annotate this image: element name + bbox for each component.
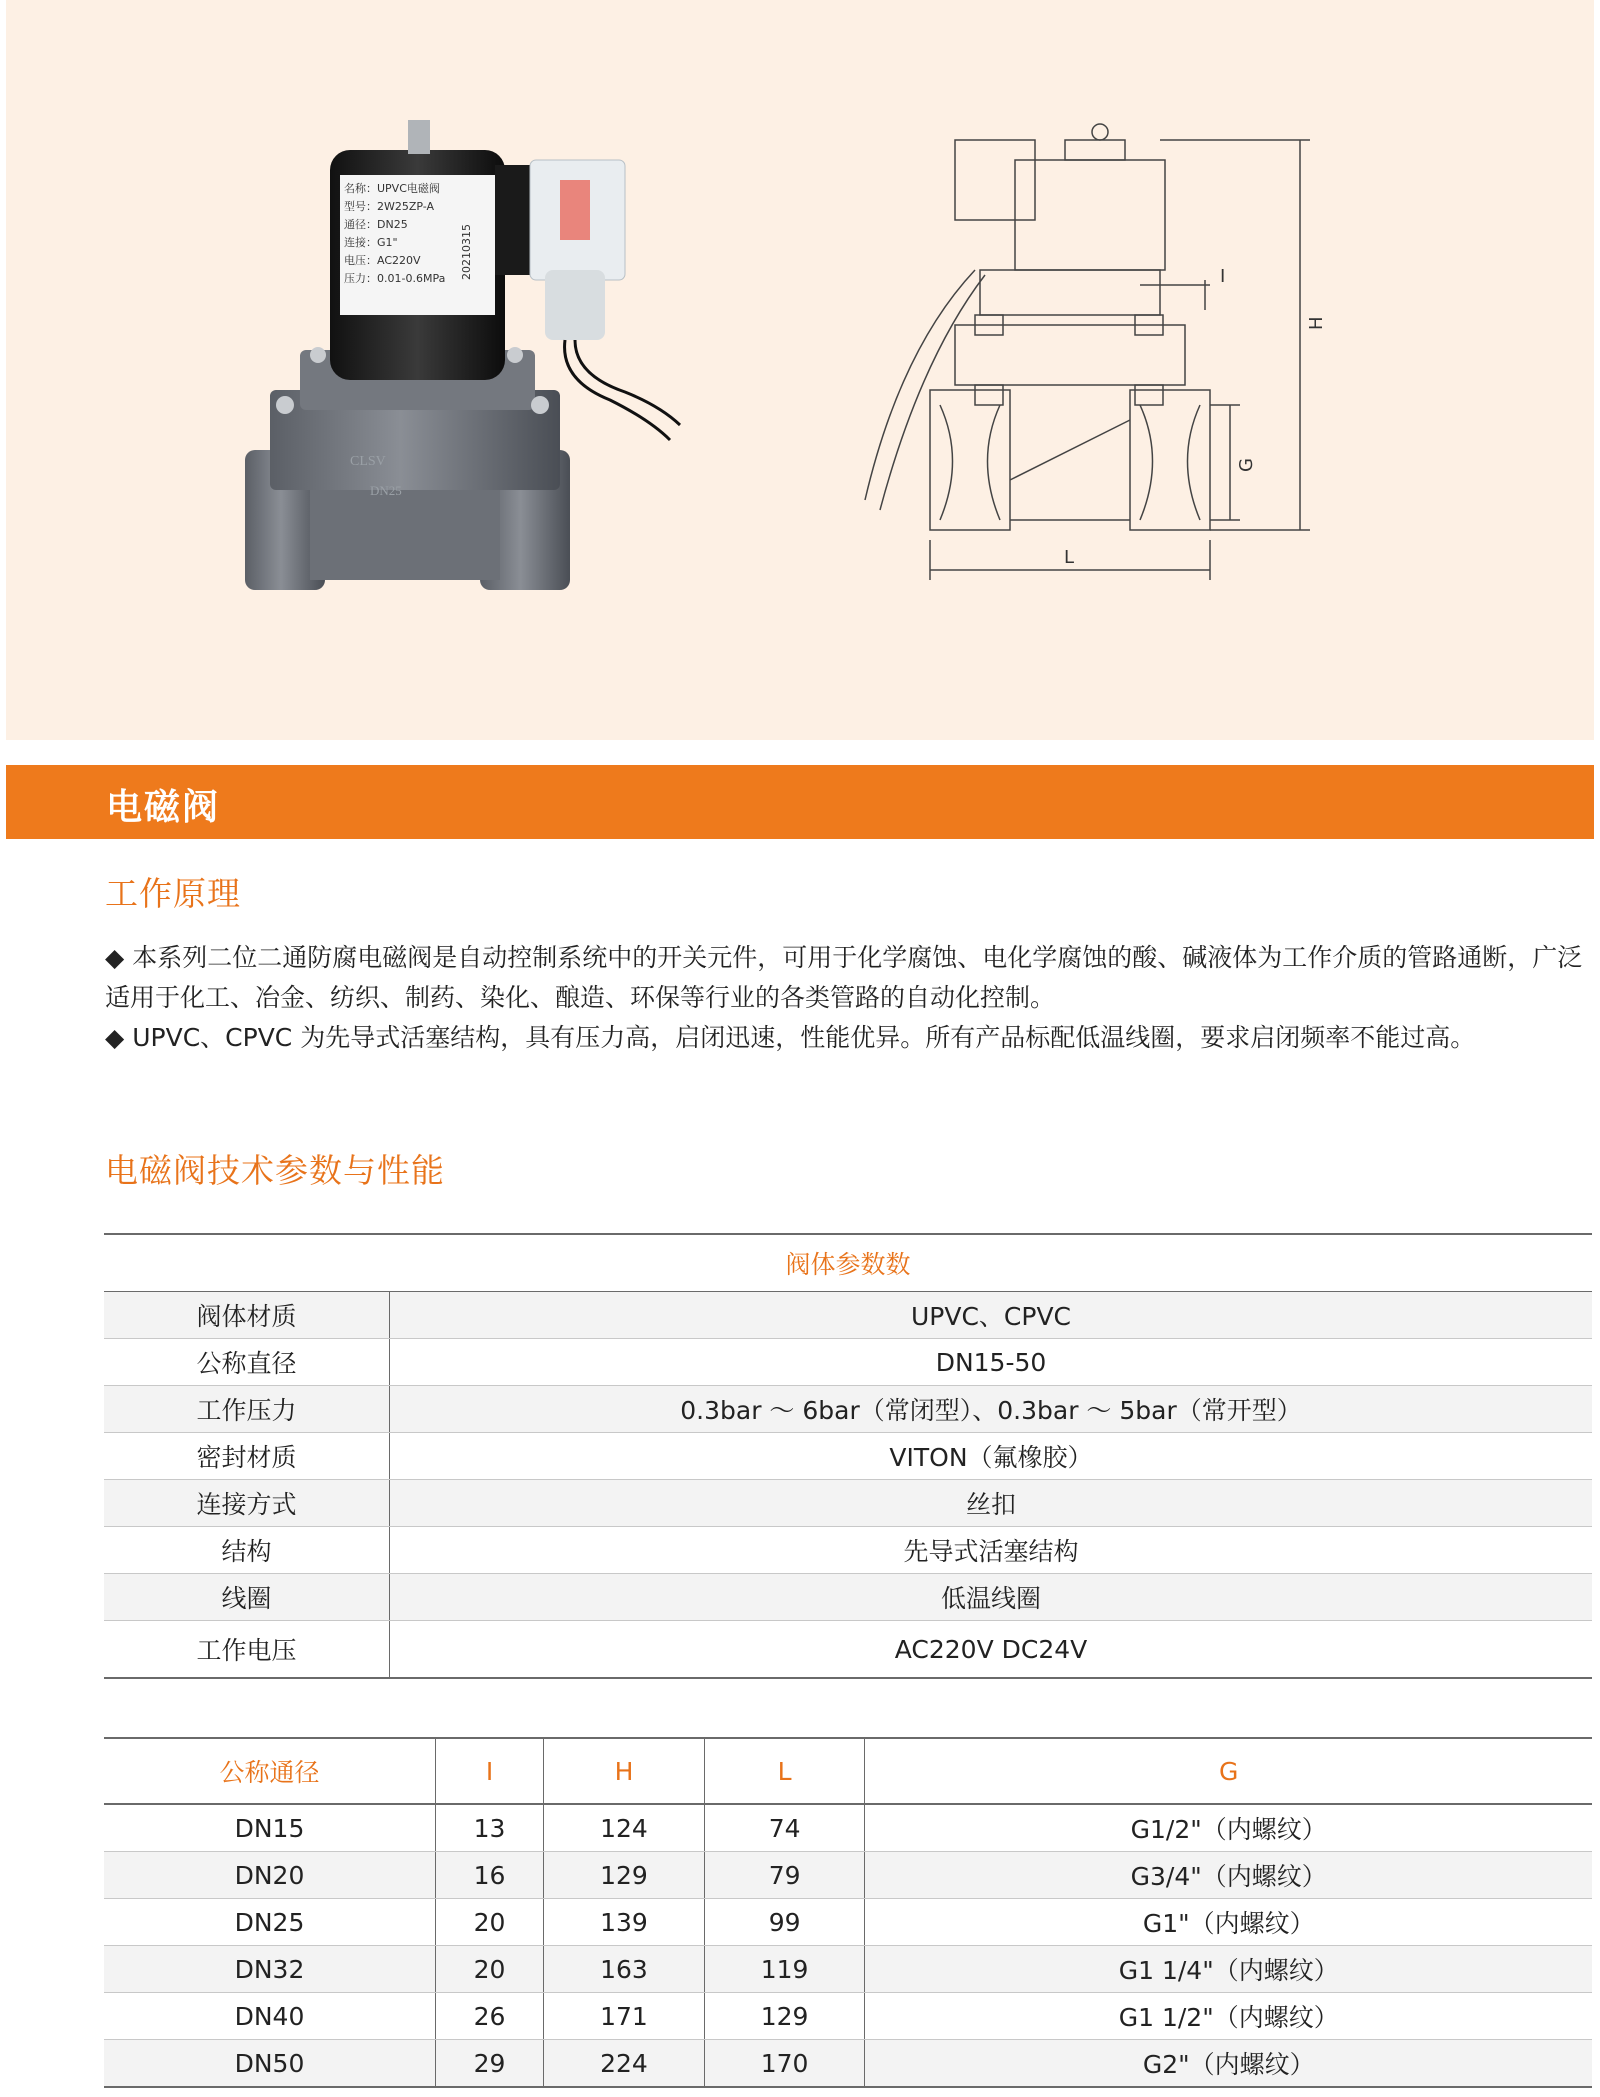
spec-value: DN15-50: [390, 1339, 1593, 1386]
cell: 74: [704, 1804, 865, 1852]
diamond-bullet-icon: ◆: [105, 943, 125, 972]
page-title: 电磁阀: [106, 787, 221, 828]
label-line-2: 型号：2W25ZP-A: [344, 200, 435, 213]
spec-heading: 电磁阀技术参数与性能: [105, 1151, 445, 1190]
dim-line-i: [1140, 280, 1210, 310]
cell: 170: [704, 2040, 865, 2088]
cell: G1 1/4"（内螺纹）: [865, 1946, 1592, 1993]
principle-text: [105, 938, 1595, 1058]
cell: G1"（内螺纹）: [865, 1899, 1592, 1946]
principle-bullet-2: ◆ UPVC、CPVC 为先导式活塞结构，具有压力高，启闭迅速，性能优异。所有产品标配低温线圈，要求启闭频率不能过高。: [105, 1023, 1476, 1052]
dimension-drawing: [860, 120, 1380, 610]
table-row: [104, 1852, 1592, 1899]
body-mark-brand: CLSV: [350, 454, 386, 469]
spec-key: 工作压力: [104, 1386, 390, 1433]
spec-key: 工作电压: [104, 1621, 390, 1679]
principle-heading: 工作原理: [105, 874, 241, 913]
cell: 139: [544, 1899, 705, 1946]
dim-label-l: L: [1064, 547, 1075, 568]
dim-label-h: H: [1306, 316, 1327, 330]
cell: 13: [435, 1804, 543, 1852]
cell: DN25: [104, 1899, 435, 1946]
spec-value: 丝扣: [390, 1480, 1593, 1527]
dim-label-i: I: [1220, 266, 1226, 287]
cell: 171: [544, 1993, 705, 2040]
cell: 129: [544, 1852, 705, 1899]
cell: G1 1/2"（内螺纹）: [865, 1993, 1592, 2040]
cell: DN15: [104, 1804, 435, 1852]
spec-key: 线圈: [104, 1574, 390, 1621]
body-mark-dn: DN25: [370, 483, 402, 498]
principle-bullet-1: ◆ 本系列二位二通防腐电磁阀是自动控制系统中的开关元件，可用于化学腐蚀、电化学腐蚀的酸、碱液体为工作介质的管路通断，广泛适用于化工、冶金、纺织、制药、染化、酿造、环保等行业的各类管路的自动化控制。: [105, 943, 1583, 1012]
col-header: G: [865, 1738, 1592, 1804]
table-row: [104, 1993, 1592, 2040]
cell: G3/4"（内螺纹）: [865, 1852, 1592, 1899]
valve-spec-table: [104, 1233, 1592, 1679]
cell: DN32: [104, 1946, 435, 1993]
col-header: I: [435, 1738, 543, 1804]
drawing-coil: [955, 140, 1035, 220]
cell: 26: [435, 1993, 543, 2040]
cell: 20: [435, 1946, 543, 1993]
diamond-bullet-icon: ◆: [105, 1023, 125, 1052]
col-header: 公称通径: [104, 1738, 435, 1804]
spec-value: 0.3bar ～ 6bar（常闭型）、0.3bar ～ 5bar（常开型）: [390, 1386, 1593, 1433]
label-line-1: 名称：UPVC电磁阀: [344, 182, 440, 195]
cell: 119: [704, 1946, 865, 1993]
cell: DN20: [104, 1852, 435, 1899]
col-header: H: [544, 1738, 705, 1804]
spec-key: 连接方式: [104, 1480, 390, 1527]
cell: 129: [704, 1993, 865, 2040]
spec-value: 先导式活塞结构: [390, 1527, 1593, 1574]
cell: 224: [544, 2040, 705, 2088]
label-serial: 20210315: [460, 224, 473, 280]
dim-label-g: G: [1236, 458, 1257, 472]
cell: 163: [544, 1946, 705, 1993]
cell: 99: [704, 1899, 865, 1946]
spec-value: 低温线圈: [390, 1574, 1593, 1621]
label-line-6: 压力：0.01-0.6MPa: [344, 272, 446, 285]
label-line-3: 通径：DN25: [344, 218, 408, 231]
cell: 124: [544, 1804, 705, 1852]
drawing-bonnet: [980, 270, 1160, 315]
table-row: [104, 1899, 1592, 1946]
spec-key: 公称直径: [104, 1339, 390, 1386]
table-row: [104, 2040, 1592, 2088]
dimension-table: [104, 1737, 1592, 2088]
spec-value: UPVC、CPVC: [390, 1292, 1593, 1339]
spec-value: VITON（氟橡胶）: [390, 1433, 1593, 1480]
spec-value: AC220V DC24V: [390, 1621, 1593, 1679]
spec-table-title: 阀体参数数: [104, 1234, 1592, 1292]
cell: 29: [435, 2040, 543, 2088]
cell: G2"（内螺纹）: [865, 2040, 1592, 2088]
cell: G1/2"（内螺纹）: [865, 1804, 1592, 1852]
spec-key: 密封材质: [104, 1433, 390, 1480]
spec-key: 阀体材质: [104, 1292, 390, 1339]
cell: 16: [435, 1852, 543, 1899]
spec-key: 结构: [104, 1527, 390, 1574]
cell: DN40: [104, 1993, 435, 2040]
cell: 79: [704, 1852, 865, 1899]
product-photo: [230, 120, 710, 600]
cell: 20: [435, 1899, 543, 1946]
table-row: [104, 1946, 1592, 1993]
label-line-5: 电压：AC220V: [344, 254, 421, 267]
label-line-4: 连接：G1": [344, 236, 398, 249]
dim-line-h: [1160, 140, 1310, 530]
cell: DN50: [104, 2040, 435, 2088]
table-row: [104, 1804, 1592, 1852]
col-header: L: [704, 1738, 865, 1804]
title-banner: [6, 765, 1594, 839]
